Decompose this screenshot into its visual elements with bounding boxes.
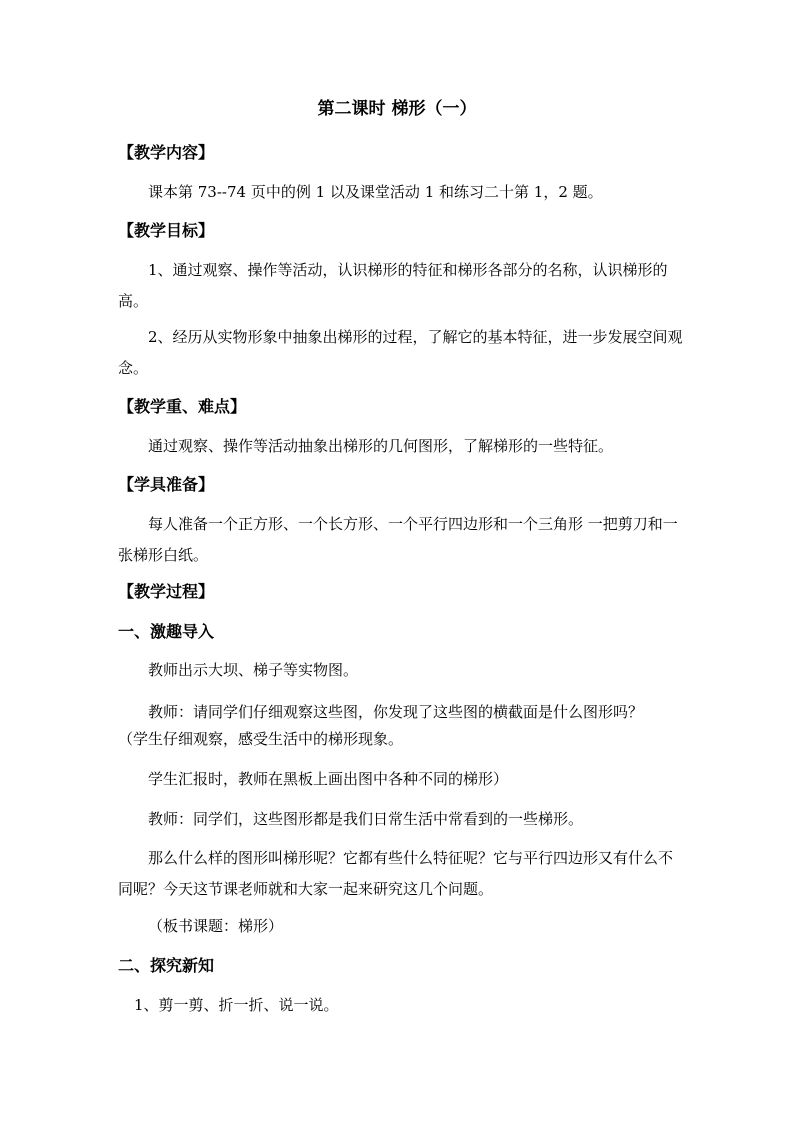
paragraph: 1、剪一剪、折一折、说一说。: [134, 996, 339, 1014]
paragraph: 1、通过观察、操作等活动，认识梯形的特征和梯形各部分的名称，认识梯形的高。: [118, 261, 668, 310]
paragraph-text: 教师：同学们，这些图形都是我们日常生活中常看到的一些梯形。: [148, 810, 584, 828]
paragraph: [118, 767, 698, 791]
paragraph-text: 教师出示大坝、梯子等实物图。: [148, 661, 359, 679]
paragraph-text: 通过观察、操作等活动抽象出梯形的几何图形，了解梯形的一些特征。: [148, 437, 614, 455]
paragraph: [118, 807, 698, 831]
section-heading-process: 【教学过程】: [118, 582, 215, 601]
paragraph: 那么什么样的图形叫梯形呢？它都有些什么特征呢？它与平行四边形又有什么不同呢？今天这节课老师就和大家一起来研究这几个问题。: [118, 849, 674, 898]
paragraph: [118, 700, 698, 724]
paragraph-text: （板书课题：梯形）: [148, 917, 284, 935]
paragraph-continuation: （学生仔细观察，感受生活中的梯形现象。: [118, 730, 404, 748]
subsection-heading-explore: 二、探究新知: [118, 956, 215, 975]
section-heading-content: 【教学内容】: [118, 143, 215, 162]
paragraph-text: 学生汇报时，教师在黑板上画出图中各种不同的梯形）: [148, 770, 509, 788]
paragraph-text: 教师：请同学们仔细观察这些图，你发现了这些图的横截面是什么图形吗？: [148, 703, 644, 721]
section-heading-key-points: 【教学重、难点】: [118, 397, 247, 416]
paragraph: [118, 434, 698, 458]
subsection-heading-intro: 一、激趣导入: [118, 622, 215, 641]
paragraph: [118, 914, 698, 938]
section-heading-goals: 【教学目标】: [118, 221, 215, 240]
section-heading-preparation: 【学具准备】: [118, 475, 215, 494]
paragraph-text: 课本第 73--74 页中的例 1 以及课堂活动 1 和练习二十第 1，2 题。: [148, 183, 603, 201]
paragraph: [118, 658, 698, 682]
paragraph: [118, 180, 698, 204]
paragraph: 每人准备一个正方形、一个长方形、一个平行四边形和一个三角形 一把剪刀和一张梯形白纸。: [118, 515, 678, 564]
page-title: 第二课时 梯形（一）: [317, 99, 477, 119]
paragraph: 2、经历从实物形象中抽象出梯形的过程，了解它的基本特征，进一步发展空间观念。: [118, 328, 683, 377]
